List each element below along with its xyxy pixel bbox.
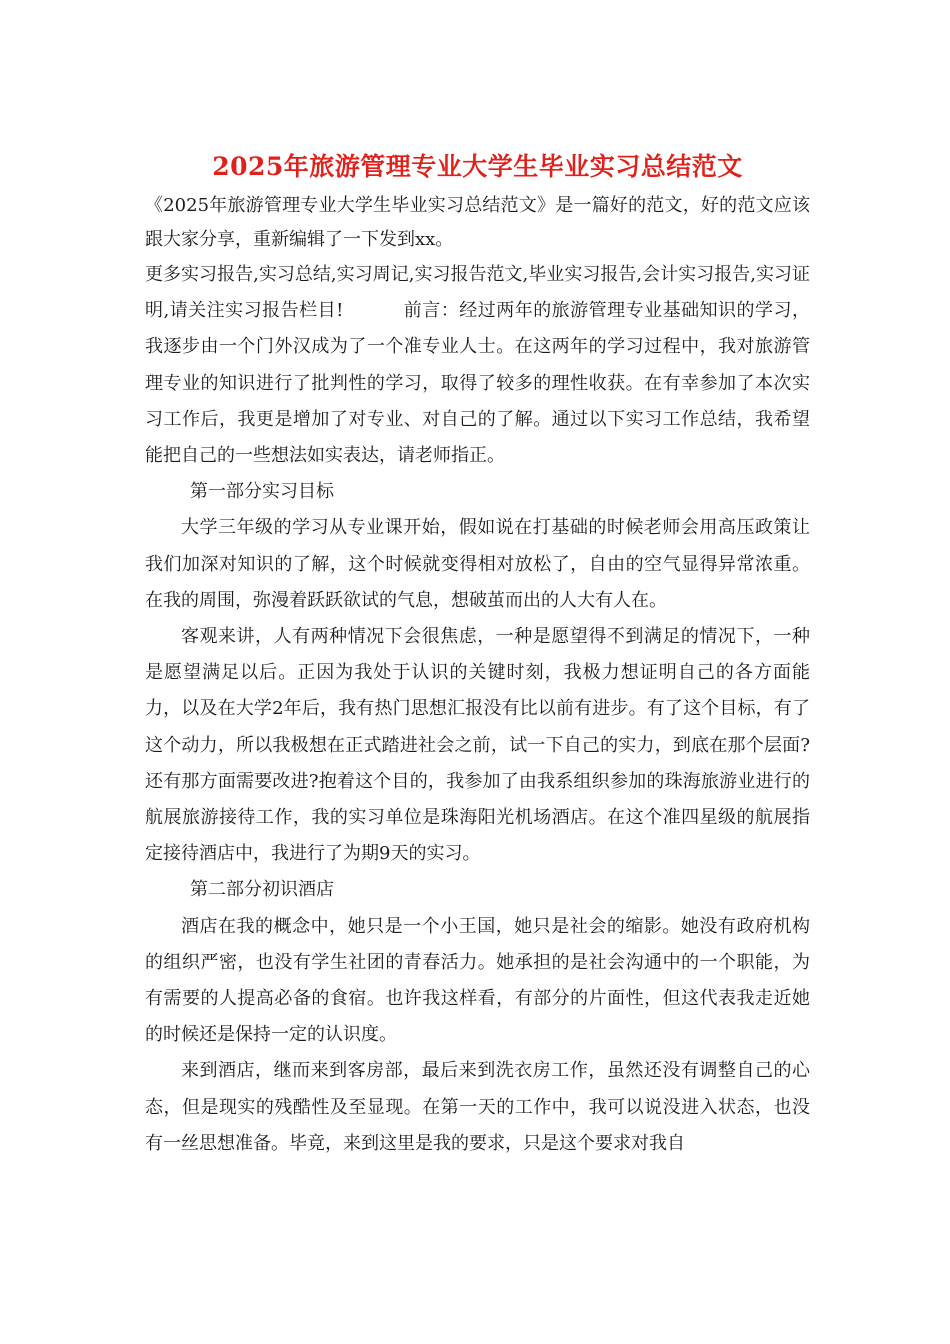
links-and-preface-paragraph [145, 257, 810, 474]
links-line: 更多实习报告,实习总结,实习周记,实习报告范文,毕业实习报告,会计实习报告,实习证明,请关注实习报告栏目! [145, 264, 810, 322]
section-1-heading: 第一部分实习目标 [190, 481, 334, 503]
document-title: 2025年旅游管理专业大学生毕业实习总结范文 [212, 152, 743, 181]
section-2-heading: 第二部分初识酒店 [190, 879, 334, 901]
section-2-paragraph-1: 酒店在我的概念中，她只是一个小王国，她只是社会的缩影。她没有政府机构的组织严密，也没有学生社团的青春活力。她承担的是社会沟通中的一个职能，为有需要的人提高必备的食宿。也许我这样看，有部分的片面性，但这代表我走近她的时候还是保持一定的认识度。 [145, 915, 810, 1046]
section-2-paragraph-2: 来到酒店，继而来到客房部，最后来到洗衣房工作，虽然还没有调整自己的心态，但是现实的残酷性及至显现。在第一天的工作中，我可以说没进入状态，也没有一丝思想准备。毕竟，来到这里是我的要求，只是这个要求对我自 [145, 1060, 810, 1154]
document-page [145, 150, 810, 1162]
section-1-paragraph-2: 客观来讲，人有两种情况下会很焦虑，一种是愿望得不到满足的情况下，一种是愿望满足以后。正因为我处于认识的关键时刻，我极力想证明自己的各方面能力，以及在大学2年后，我有热门思想汇报没有比以前有进步。有了这个目标，有了这个动力，所以我极想在正式踏进社会之前，试一下自己的实力，到底在那个层面?还有那方面需要改进?抱着这个目的，我参加了由我系组织参加的珠海旅游业进行的航展旅游接待工作，我的实习单位是珠海阳光机场酒店。在这个准四星级的航展指定接待酒店中，我进行了为期9天的实习。 [145, 626, 810, 865]
preface-text: 前言：经过两年的旅游管理专业基础知识的学习，我逐步由一个门外汉成为了一个准专业人士。在这两年的学习过程中，我对旅游管理专业的知识进行了批判性的学习，取得了较多的理性收获。在有幸参加了本次实习工作后，我更是增加了对专业、对自己的了解。通过以下实习工作总结，我希望能把自己的一些想法如实表达，请老师指正。 [145, 300, 810, 467]
section-1-paragraph-1: 大学三年级的学习从专业课开始，假如说在打基础的时候老师会用高压政策让我们加深对知识的了解，这个时候就变得相对放松了，自由的空气显得异常浓重。在我的周围，弥漫着跃跃欲试的气息，想破茧而出的人大有人在。 [145, 517, 810, 611]
intro-paragraph: 《2025年旅游管理专业大学生毕业实习总结范文》是一篇好的范文，好的范文应该跟大家分享，重新编辑了一下发到xx。 [145, 195, 810, 250]
